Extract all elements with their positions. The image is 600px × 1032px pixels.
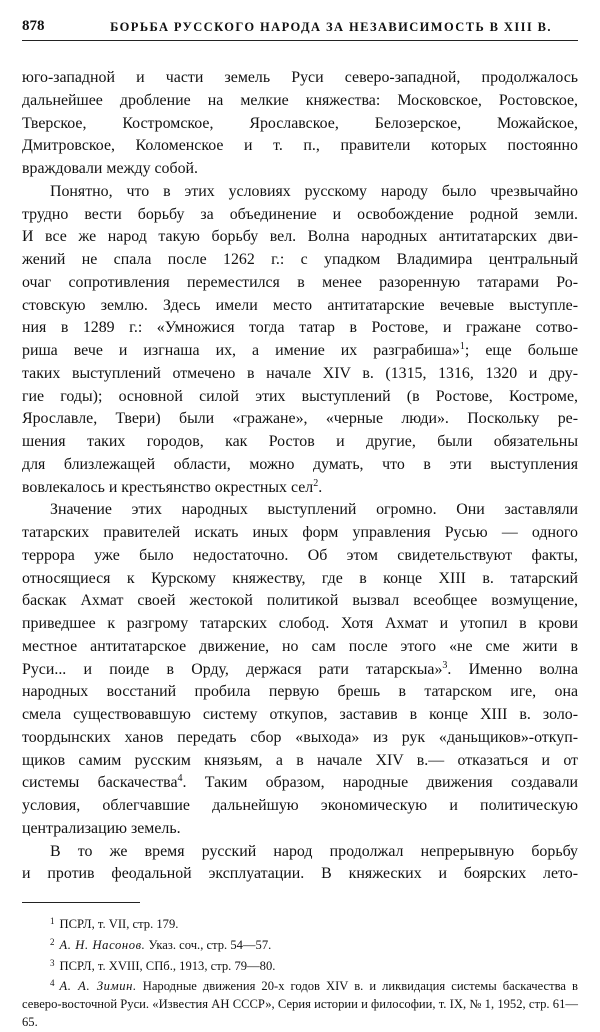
text-line [22,340,578,363]
text-line: юго-западной и части земель Руси северо-западной, продолжалось [22,69,578,86]
text-line: централизацию земель. [22,819,181,837]
text-line: трудно вести борьбу за объединение и освобождение родной земли. [22,205,578,223]
line-text: . Именно волна [447,660,578,678]
text-line: местное антитатарское движение, но сам после этого «не сме жити в [22,637,578,655]
text-line: террора уже было недостаточно. Об этом свидетельствуют факты, [22,546,578,564]
text-line: для близлежащей области, можно думать, что в эти выступления [22,455,578,473]
text-line: щиков самим русским князьям, а в начале XIV в.— отказаться и от [22,751,578,769]
book-page [22,18,578,1032]
line-text: Руси... и поиде в Орду, держася рати татарскыа» [22,660,443,678]
paragraph-2 [22,181,578,500]
text-line: враждовали между собой. [22,160,198,177]
text-line: татарских правителей искать иных форм управления Русью — одного [22,524,578,541]
footnote-text: ПСРЛ, т. VII, стр. 179. [59,917,179,931]
footnote-marker: 2 [50,936,55,947]
footnote-4 [22,975,578,1031]
footnote-ref-3[interactable]: 3 [442,659,448,671]
footnote-ref-1[interactable]: 1 [459,341,465,352]
text-line: условия, облегчавшие дальнейшую экономическую и политическую [22,797,578,814]
text-line: таких выступлений отмечено в начале XIV в. (1315, 1316, 1320 и дру- [22,364,578,382]
text-line: и против феодальной эксплуатации. В княжеских и боярских лето- [22,865,578,883]
text-line: Дмитровское, Коломенское и т. п., правители которых постоянно [22,137,578,155]
text-line: относящиеся к Курскому княжеству, где в конце XIII в. татарский [22,569,578,587]
footnote-ref-4[interactable]: 4 [177,773,183,785]
text-line: Ярославле, Твери) были «гражане», «черные люди». Поскольку ре- [22,410,578,428]
footnote-text: ПСРЛ, т. XVIII, СПб., 1913, стр. 79—80. [59,958,276,973]
page-number: 878 [22,18,45,34]
line-text: риша вече и изгнаша их, а имение их разграбиша» [22,342,460,359]
footnote-marker: 1 [50,916,55,926]
text-line: И все же народ такую борьбу вел. Волна народных антитатарских дви- [22,228,578,246]
text-line: смела существовавшую систему откупов, заставив в конце XIII в. золо- [22,706,578,723]
text-line: дальнейшее дробление на мелкие княжества: Московское, Ростовское, [22,91,578,109]
text-line: ния в 1289 г.: «Умножися тогда татар в Ростове, и гражане сотво- [22,319,578,337]
footnote-divider [22,902,140,903]
page-header [22,18,578,41]
line-text: вовлекалось и крестьянство окрестных сел [22,478,314,496]
text-line: стовскую землю. Здесь имели место антитатарские вечевые выступле- [22,296,578,314]
running-title: БОРЬБА РУССКОГО НАРОДА ЗА НЕЗАВИСИМОСТЬ В XIII В. [110,20,552,34]
text-line: Понятно, что в этих условиях русскому народу было чрезвычайно [50,182,578,200]
paragraph-4 [22,841,578,887]
line-text: . Таким образом, народные движения создавали [182,774,578,792]
footnote-text: Народные движения 20-х годов XIV в. и ликвидация системы баскачества в северо-восточной Руси. «Известия АН СССР», Серия истории и философии, т. IX, № 1, 1952, стр. 61—65. [22,979,578,1029]
footnote-text: Указ. соч., стр. 54—57. [145,937,272,952]
footnote-3 [22,955,578,976]
text-line: приведшее к разгрому татарских слобод. Хотя Ахмат и утопил в крови [22,615,578,632]
footnote-author: А. А. Зимин. [59,979,137,994]
text-line: гие годы); основной силой этих выступлений (в Ростове, Костроме, [22,387,578,405]
paragraph-1 [22,67,578,181]
text-line: Тверское, Костромское, Ярославское, Белозерское, Можайское, [22,114,578,132]
text-line [22,659,578,682]
text-line [22,477,578,500]
paragraph-3 [22,499,578,840]
footnote-marker: 3 [50,957,55,968]
text-line: народных восстаний пробила первую брешь в татарском иге, она [22,683,578,701]
footnotes [22,913,578,1032]
text-line: баскак Ахмат своей жестокой политикой вызвал всеобщее возмущение, [22,592,578,610]
text-line: очаг сопротивления переместился в менее разоренную татарами Ро- [22,273,578,291]
footnote-1 [22,913,578,934]
footnote-marker: 4 [50,978,55,989]
text-line: шения таких городов, как Ростов и другие, были обязательны [22,433,578,450]
text-line: Значение этих народных выступлений огромно. Они заставляли [50,501,578,519]
line-text: системы баскачества [22,774,178,792]
main-text [22,67,578,886]
text-line [22,772,578,795]
footnote-author: А. Н. Насонов. [59,937,146,952]
footnote-2 [22,934,578,955]
footnote-ref-2[interactable]: 2 [313,477,319,489]
text-line: В то же время русский народ продолжал непрерывную борьбу [50,842,578,860]
text-line: тоордынских ханов передать сбор «выхода» из рук «даньщиков»-откуп- [22,728,578,746]
line-text: . [318,478,323,496]
text-line: жений не спала после 1262 г.: с упадком Владимира центральный [22,251,578,268]
line-text: ; еще больше [464,342,578,359]
